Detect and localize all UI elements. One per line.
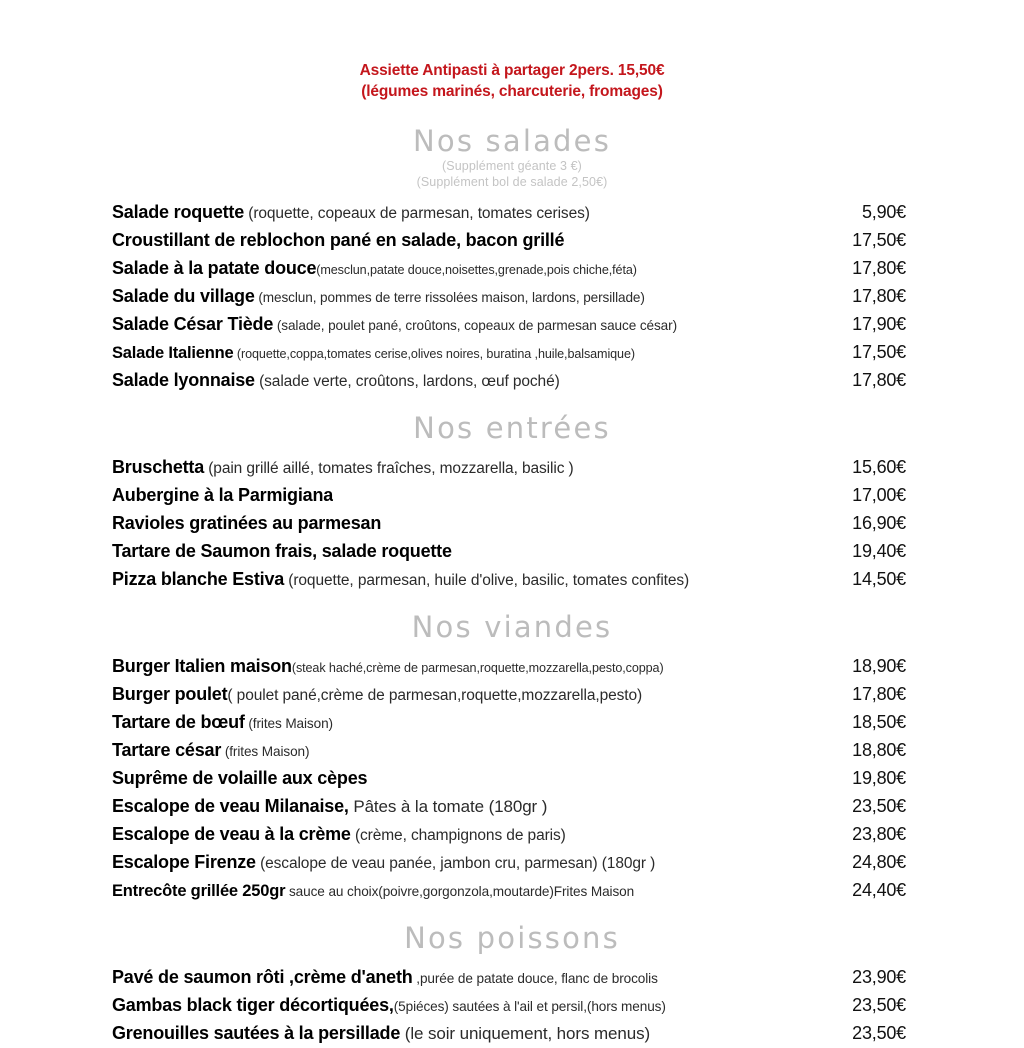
menu-item-name: Gambas black tiger décortiquées, xyxy=(112,995,394,1015)
menu-item-description: (salade verte, croûtons, lardons, œuf poché) xyxy=(254,373,560,390)
menu-item-price: 5,90€ xyxy=(861,202,906,222)
menu-item-row xyxy=(112,1020,906,1048)
menu-item-name: Tartare césar xyxy=(112,740,222,760)
menu-item-price: 18,50€ xyxy=(852,712,906,732)
section-heading: Nos viandes xyxy=(411,610,613,644)
menu-item-name: Croustillant de reblochon pané en salade, bacon grillé xyxy=(112,230,565,250)
menu-item-name: Grenouilles sautées à la persillade xyxy=(112,1023,401,1043)
menu-item-row xyxy=(112,566,906,594)
menu-item-description: (roquette, copeaux de parmesan, tomates cerises) xyxy=(244,205,590,222)
menu-item-row xyxy=(112,454,906,482)
menu-item-price: 23,50€ xyxy=(852,995,906,1015)
menu-item-description: (roquette, parmesan, huile d'olive, basilic, tomates confites) xyxy=(284,572,690,589)
menu-item-name: Bruschetta xyxy=(112,457,205,477)
menu-item-description: (mesclun,patate douce,noisettes,grenade,pois chiche,féta) xyxy=(316,263,637,277)
menu-item-price: 19,80€ xyxy=(852,768,906,788)
menu-item-text xyxy=(112,199,590,227)
menu-item-row xyxy=(112,737,906,765)
menu-section xyxy=(0,102,1024,395)
menu-item-row xyxy=(112,510,906,538)
menu-item-row xyxy=(112,653,906,681)
menu-item-description: sauce au choix(poivre,gorgonzola,moutarde)Frites Maison xyxy=(285,884,635,899)
menu-item-row xyxy=(112,877,906,905)
section-subnote: (Supplément bol de salade 2,50€) xyxy=(416,175,608,189)
section-heading: Nos salades xyxy=(412,124,612,158)
menu-sections xyxy=(0,102,1024,1048)
menu-item-price: 17,80€ xyxy=(852,684,906,704)
menu-section xyxy=(0,395,1024,594)
menu-item-text xyxy=(112,255,637,283)
menu-item-price: 24,40€ xyxy=(852,880,906,900)
menu-item-name: Burger Italien maison xyxy=(112,656,292,676)
menu-item-name: Pizza blanche Estiva xyxy=(112,569,285,589)
menu-item-row xyxy=(112,367,906,395)
menu-item-description: (le soir uniquement, hors menus) xyxy=(400,1024,651,1043)
menu-item-name: Burger poulet xyxy=(112,684,228,704)
menu-item-text xyxy=(112,566,689,594)
menu-item-price: 23,90€ xyxy=(852,967,906,987)
menu-item-text xyxy=(112,367,560,395)
menu-item-text xyxy=(112,878,634,905)
menu-item-text xyxy=(112,538,452,566)
menu-item-price: 19,40€ xyxy=(852,541,906,561)
menu-item-text xyxy=(112,681,642,709)
menu-item-text xyxy=(112,454,574,482)
menu-item-price: 16,90€ xyxy=(852,513,906,533)
menu-item-name: Ravioles gratinées au parmesan xyxy=(112,513,382,533)
menu-item-description: (pain grillé aillé, tomates fraîches, mozzarella, basilic ) xyxy=(204,460,574,477)
menu-item-row xyxy=(112,709,906,737)
menu-item-text xyxy=(112,510,381,538)
menu-item-row xyxy=(112,311,906,339)
menu-item-description: (5piéces) sautées à l'ail et persil,(hors menus) xyxy=(393,999,666,1014)
menu-item-text xyxy=(112,964,658,992)
menu-item-description: (salade, poulet pané, croûtons, copeaux de parmesan sauce césar) xyxy=(273,318,678,333)
menu-item-row xyxy=(112,992,906,1020)
menu-item-name: Suprême de volaille aux cèpes xyxy=(112,768,368,788)
menu-item-row xyxy=(112,482,906,510)
menu-item-text xyxy=(112,765,367,793)
menu-item-price: 24,80€ xyxy=(852,852,906,872)
promo-banner xyxy=(0,0,1024,102)
menu-item-name: Salade César Tiède xyxy=(112,314,274,334)
menu-item-description: ( poulet pané,crème de parmesan,roquette,mozzarella,pesto) xyxy=(227,687,643,704)
menu-section xyxy=(0,594,1024,905)
menu-item-name: Entrecôte grillée 250gr xyxy=(112,882,286,900)
menu-item-text xyxy=(112,793,547,821)
menu-item-description: ,purée de patate douce, flanc de brocolis xyxy=(412,971,658,986)
menu-item-price: 17,80€ xyxy=(852,258,906,278)
menu-item-description: (frites Maison) xyxy=(244,716,333,731)
menu-item-text xyxy=(112,482,333,510)
menu-item-row xyxy=(112,339,906,367)
menu-item-price: 17,00€ xyxy=(852,485,906,505)
menu-item-list xyxy=(0,454,1024,594)
menu-item-list xyxy=(0,653,1024,905)
menu-item-name: Salade roquette xyxy=(112,202,245,222)
section-heading: Nos entrées xyxy=(413,411,611,445)
menu-item-row xyxy=(112,283,906,311)
menu-section xyxy=(0,905,1024,1048)
menu-item-text xyxy=(112,849,655,877)
promo-line-2: (légumes marinés, charcuterie, fromages) xyxy=(361,83,663,100)
menu-item-row xyxy=(112,255,906,283)
menu-item-name: Salade Italienne xyxy=(112,344,234,362)
menu-item-description: (crème, champignons de paris) xyxy=(350,827,566,844)
menu-item-name: Aubergine à la Parmigiana xyxy=(112,485,334,505)
menu-item-price: 14,50€ xyxy=(852,569,906,589)
menu-item-price: 17,50€ xyxy=(852,342,906,362)
menu-item-text xyxy=(112,340,635,367)
menu-item-text xyxy=(112,283,645,311)
menu-item-description: (mesclun, pommes de terre rissolées maison, lardons, persillade) xyxy=(254,290,645,305)
menu-item-price: 23,50€ xyxy=(852,1023,906,1043)
menu-item-text xyxy=(112,227,564,255)
menu-item-name: Pavé de saumon rôti ,crème d'aneth xyxy=(112,967,413,987)
menu-item-name: Tartare de Saumon frais, salade roquette xyxy=(112,541,452,561)
menu-item-text xyxy=(112,311,677,339)
menu-item-price: 23,50€ xyxy=(852,796,906,816)
menu-item-text xyxy=(112,737,309,765)
menu-item-row xyxy=(112,227,906,255)
menu-item-name: Tartare de bœuf xyxy=(112,712,245,732)
menu-item-text xyxy=(112,821,566,849)
menu-item-price: 15,60€ xyxy=(852,457,906,477)
menu-item-price: 23,80€ xyxy=(852,824,906,844)
menu-item-description: (roquette,coppa,tomates cerise,olives noires, buratina ,huile,balsamique) xyxy=(233,347,635,361)
menu-item-description: (frites Maison) xyxy=(221,744,310,759)
menu-item-row xyxy=(112,199,906,227)
menu-item-text xyxy=(112,653,664,681)
menu-item-price: 17,80€ xyxy=(852,370,906,390)
menu-item-row xyxy=(112,681,906,709)
menu-item-price: 17,80€ xyxy=(852,286,906,306)
menu-item-row xyxy=(112,538,906,566)
promo-line-1: Assiette Antipasti à partager 2pers. 15,50€ xyxy=(359,62,665,79)
menu-item-text xyxy=(112,1020,650,1048)
menu-item-price: 18,80€ xyxy=(852,740,906,760)
menu-item-price: 17,50€ xyxy=(852,230,906,250)
menu-item-description: Pâtes à la tomate (180gr ) xyxy=(348,797,548,816)
section-subnote: (Supplément géante 3 €) xyxy=(442,159,582,173)
menu-item-description: (steak haché,crème de parmesan,roquette,mozzarella,pesto,coppa) xyxy=(291,661,664,675)
menu-item-text xyxy=(112,709,333,737)
menu-item-name: Escalope Firenze xyxy=(112,852,256,872)
menu-item-name: Escalope de veau Milanaise, xyxy=(112,796,349,816)
menu-item-name: Escalope de veau à la crème xyxy=(112,824,351,844)
menu-item-row xyxy=(112,765,906,793)
menu-item-row xyxy=(112,849,906,877)
menu-item-text xyxy=(112,992,666,1020)
menu-item-price: 17,90€ xyxy=(852,314,906,334)
menu-item-row xyxy=(112,793,906,821)
menu-item-list xyxy=(0,964,1024,1048)
menu-item-row xyxy=(112,821,906,849)
menu-item-description: (escalope de veau panée, jambon cru, parmesan) (180gr ) xyxy=(255,855,656,872)
menu-item-list xyxy=(0,199,1024,395)
menu-item-price: 18,90€ xyxy=(852,656,906,676)
menu-item-row xyxy=(112,964,906,992)
section-heading: Nos poissons xyxy=(404,921,620,955)
menu-item-name: Salade lyonnaise xyxy=(112,370,255,390)
menu-item-name: Salade à la patate douce xyxy=(112,258,317,278)
menu-item-name: Salade du village xyxy=(112,286,255,306)
